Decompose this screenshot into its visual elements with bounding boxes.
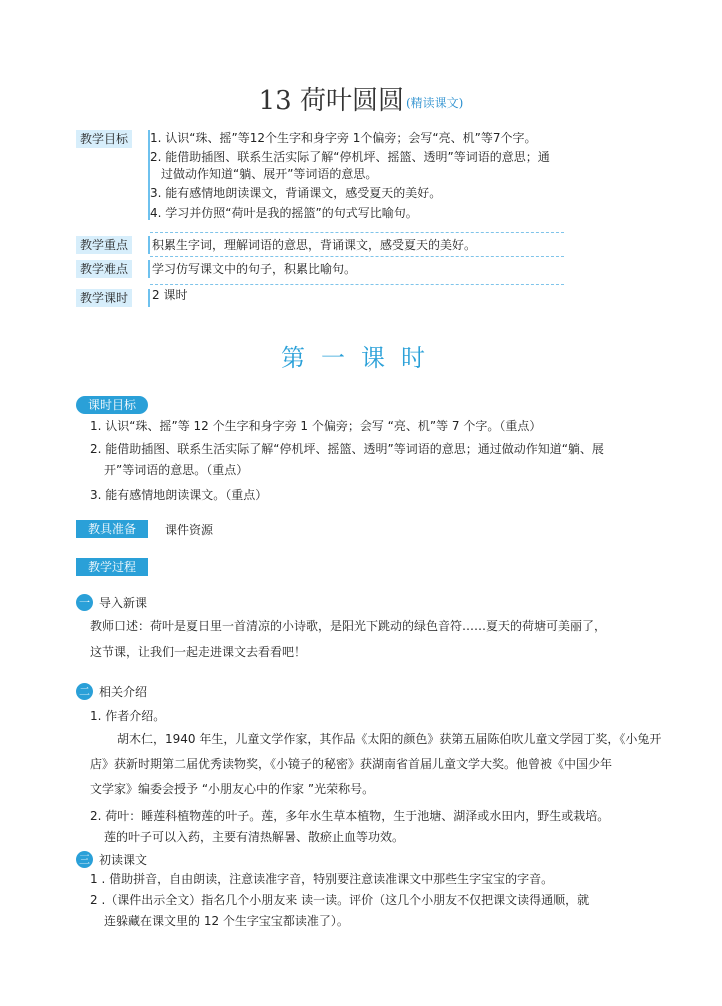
hours-label: 教学课时: [76, 289, 132, 307]
lesson-goal-2: 2. 能借助插图、联系生活实际了解“停机坪、摇篮、透明”等词语的意思；通过做动作知道“躺、展: [90, 442, 604, 456]
goal-item-3: 3. 能有感情地朗读课文，背诵课文，感受夏天的美好。: [150, 186, 442, 200]
step-line: 1 . 借助拼音，自由朗读，注意读准字音，特别要注意读准课文中那些生字宝宝的字音。: [90, 872, 554, 886]
lesson-name: 13 荷叶圆圆: [258, 86, 404, 116]
divider: [150, 232, 564, 233]
divider: [150, 284, 564, 285]
step-number: 一: [76, 594, 93, 611]
goal-item-1: 1. 认识“珠、摇”等12个生字和身字旁 1个偏旁；会写“亮、机”等7个字。: [150, 131, 537, 145]
step-line: 连躲藏在课文里的 12 个生字宝宝都读准了）。: [104, 914, 349, 928]
step-line: 这节课，让我们一起走进课文去看看吧！: [90, 645, 307, 659]
goal-item-2: 2. 能借助插图、联系生活实际了解“停机坪、摇篮、透明”等词语的意思；通: [150, 150, 550, 164]
section-title: 第一课时: [281, 344, 441, 372]
step-line: 1. 作者介绍。: [90, 709, 166, 723]
prep-text: 课件资源: [165, 523, 214, 537]
step-line: 莲的叶子可以入药，主要有清热解暑、散瘀止血等功效。: [104, 830, 405, 844]
key-text: 积累生字词，理解词语的意思，背诵课文，感受夏天的美好。: [152, 238, 477, 252]
step-line: 店》获新时期第二届优秀读物奖，《小镜子的秘密》获湖南省首届儿童文学大奖。他曾被《中国少年: [90, 757, 613, 771]
process-label: 教学过程: [76, 558, 148, 576]
step-line: 2 .（课件出示全文）指名几个小朋友来 读一读。评价（这几个小朋友不仅把课文读得通顺，就: [90, 893, 590, 907]
hours-text: 2 课时: [152, 288, 188, 302]
prep-label: 教具准备: [76, 520, 148, 538]
step-title: 初读课文: [99, 853, 148, 867]
step-line: 文学家》编委会授予 “小朋友心中的作家 ”光荣称号。: [90, 782, 375, 796]
step-number: 三: [76, 851, 93, 868]
difficulty-divider: [148, 260, 150, 278]
step-title: 相关介绍: [99, 685, 148, 699]
divider: [150, 256, 564, 257]
difficulty-label: 教学难点: [76, 260, 132, 278]
goal-item-2-cont: 过做动作知道“躺、展开”等词语的意思。: [161, 167, 378, 181]
difficulty-text: 学习仿写课文中的句子，积累比喻句。: [152, 262, 357, 276]
key-divider: [148, 236, 150, 254]
step-title: 导入新课: [99, 596, 148, 610]
step-number: 二: [76, 683, 93, 700]
lesson-goal-3: 3. 能有感情地朗读课文。（重点）: [90, 488, 268, 502]
lesson-goals-label: 课时目标: [76, 396, 148, 414]
step-line: 教师口述：荷叶是夏日里一首清凉的小诗歌，是阳光下跳动的绿色音符……夏天的荷塘可美丽了，: [90, 619, 607, 633]
lesson-goal-2-cont: 开”等词语的意思。（重点）: [104, 463, 249, 477]
goal-item-4: 4. 学习并仿照“荷叶是我的摇篮”的句式写比喻句。: [150, 206, 418, 220]
step-line: 2. 荷叶：睡莲科植物莲的叶子。莲，多年水生草本植物，生于池塘、湖泽或水田内，野生或栽培。: [90, 809, 610, 823]
goals-label: 教学目标: [76, 130, 132, 148]
hours-divider: [148, 289, 150, 307]
key-label: 教学重点: [76, 236, 132, 254]
page-title: [0, 80, 722, 117]
lesson-goal-1: 1. 认识“珠、摇”等 12 个生字和身字旁 1 个偏旁；会写 “亮、机”等 7 个字。（重点）: [90, 419, 542, 433]
step-line: 胡木仁，1940 年生，儿童文学作家，其作品《太阳的颜色》获第五届陈伯吹儿童文学园丁奖，《小兔开: [117, 732, 662, 746]
lesson-type-tag: (精读课文): [405, 95, 464, 110]
